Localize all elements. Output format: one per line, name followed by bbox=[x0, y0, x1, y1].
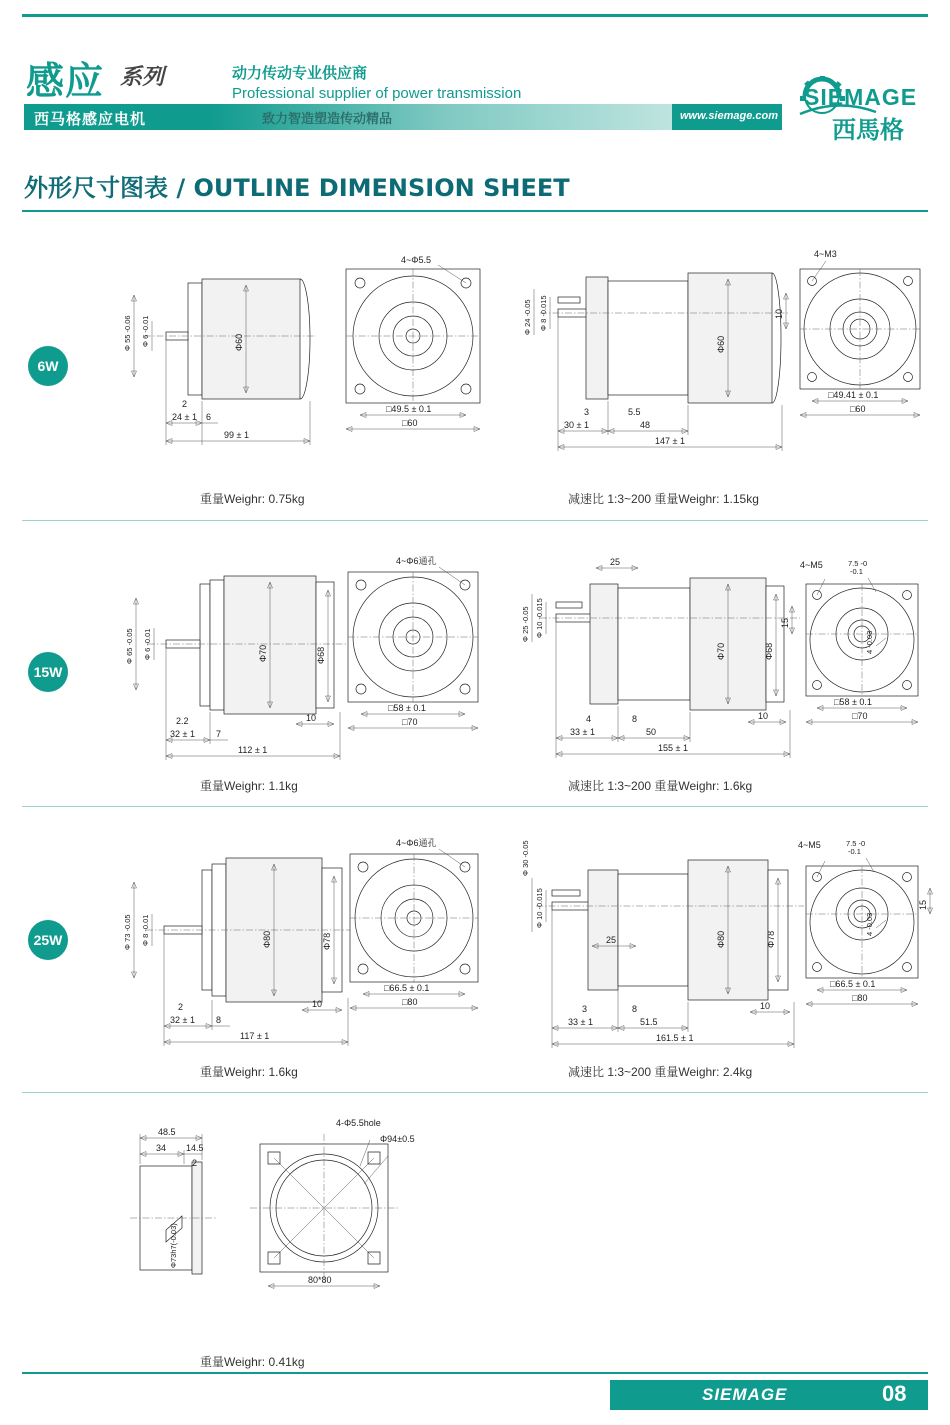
badge-6w: 6W bbox=[28, 346, 68, 386]
svg-text:□70: □70 bbox=[852, 711, 868, 721]
svg-text:112 ± 1: 112 ± 1 bbox=[238, 745, 268, 755]
svg-text:□80: □80 bbox=[852, 993, 868, 1003]
svg-text:4-Φ5.5hole: 4-Φ5.5hole bbox=[336, 1118, 381, 1128]
svg-text:10: 10 bbox=[312, 999, 323, 1009]
page-number: 08 bbox=[882, 1381, 907, 1406]
logo-wordmark-cn: 西馬格 bbox=[832, 116, 904, 144]
drawing-6w-gearmotor bbox=[500, 249, 930, 465]
svg-text:3: 3 bbox=[584, 407, 590, 417]
page-title-cn: 外形尺寸图表 / bbox=[24, 174, 186, 202]
svg-text:Φ94±0.5: Φ94±0.5 bbox=[380, 1134, 415, 1144]
svg-text:Φ 65 -0.05: Φ 65 -0.05 bbox=[125, 628, 134, 664]
svg-text:4 -0.03: 4 -0.03 bbox=[865, 912, 874, 936]
svg-text:10: 10 bbox=[758, 711, 769, 721]
svg-text:Φ60: Φ60 bbox=[234, 333, 244, 351]
svg-text:4~Φ6通孔: 4~Φ6通孔 bbox=[396, 838, 437, 848]
weight-15w-motor: 重量Weighr: 1.1kg bbox=[200, 779, 298, 793]
footer-logo: SIEMAGE bbox=[702, 1385, 788, 1404]
svg-text:7.5 -0: 7.5 -0 bbox=[846, 839, 866, 848]
svg-text:4 -0.03: 4 -0.03 bbox=[865, 630, 874, 654]
svg-text:Φ60: Φ60 bbox=[716, 335, 726, 353]
svg-text:□70: □70 bbox=[402, 717, 418, 727]
drawing-15w-motor bbox=[96, 556, 476, 772]
svg-text:Φ70: Φ70 bbox=[716, 642, 726, 660]
drawing-15w-gearmotor bbox=[500, 557, 930, 772]
svg-text:Φ 10 -0.015: Φ 10 -0.015 bbox=[535, 888, 544, 928]
svg-text:Φ 24 -0.05: Φ 24 -0.05 bbox=[523, 299, 532, 335]
svg-text:3: 3 bbox=[582, 1004, 588, 1014]
section-divider-2 bbox=[22, 806, 928, 807]
svg-text:14.5: 14.5 bbox=[186, 1143, 204, 1153]
svg-text:25: 25 bbox=[606, 935, 617, 945]
svg-text:2: 2 bbox=[192, 1158, 198, 1168]
svg-text:99 ± 1: 99 ± 1 bbox=[224, 430, 249, 440]
svg-text:147 ± 1: 147 ± 1 bbox=[655, 436, 685, 446]
svg-text:48.5: 48.5 bbox=[158, 1127, 176, 1137]
svg-text:4: 4 bbox=[586, 714, 592, 724]
svg-text:Φ 73 -0.05: Φ 73 -0.05 bbox=[123, 914, 132, 950]
section-divider-1 bbox=[22, 520, 928, 521]
svg-text:10: 10 bbox=[760, 1001, 771, 1011]
svg-text:Φ68: Φ68 bbox=[316, 646, 326, 664]
drawing-25w-gearmotor bbox=[500, 840, 930, 1052]
svg-text:Φ80: Φ80 bbox=[262, 930, 272, 948]
svg-text:50: 50 bbox=[646, 727, 657, 737]
brand-subtitle-bar bbox=[24, 104, 210, 130]
svg-text:Φ78: Φ78 bbox=[766, 930, 776, 948]
svg-text:51.5: 51.5 bbox=[640, 1017, 658, 1027]
section-divider-3 bbox=[22, 1092, 928, 1093]
svg-text:8: 8 bbox=[216, 1015, 222, 1025]
page-title bbox=[24, 168, 570, 203]
svg-text:Φ 8 -0.015: Φ 8 -0.015 bbox=[539, 295, 548, 331]
svg-text:34: 34 bbox=[156, 1143, 167, 1153]
website-text: www.siemage.com bbox=[680, 110, 779, 122]
svg-text:15: 15 bbox=[918, 899, 928, 910]
slogan-cn: 动力传动专业供应商 bbox=[232, 65, 368, 82]
svg-text:8: 8 bbox=[632, 714, 638, 724]
page-title-en: OUTLINE DIMENSION SHEET bbox=[193, 174, 570, 202]
svg-text:□58 ± 0.1: □58 ± 0.1 bbox=[388, 703, 426, 713]
svg-text:□80: □80 bbox=[402, 997, 418, 1007]
svg-text:32 ± 1: 32 ± 1 bbox=[170, 729, 195, 739]
svg-text:4~M5: 4~M5 bbox=[798, 840, 821, 850]
weight-cover-accessory: 重量Weighr: 0.41kg bbox=[200, 1355, 305, 1369]
svg-text:Φ80: Φ80 bbox=[716, 930, 726, 948]
svg-text:Φ68: Φ68 bbox=[764, 642, 774, 660]
svg-text:Φ 6 -0.01: Φ 6 -0.01 bbox=[141, 315, 150, 347]
weight-6w-gearmotor: 减速比 1:3~200 重量Weighr: 1.15kg bbox=[568, 492, 759, 506]
svg-text:□58 ± 0.1: □58 ± 0.1 bbox=[834, 697, 872, 707]
svg-text:80*80: 80*80 bbox=[308, 1275, 332, 1285]
svg-text:24 ± 1: 24 ± 1 bbox=[172, 412, 197, 422]
svg-text:□66.5 ± 0.1: □66.5 ± 0.1 bbox=[384, 983, 430, 993]
svg-text:32 ± 1: 32 ± 1 bbox=[170, 1015, 195, 1025]
svg-text:-0.1: -0.1 bbox=[848, 847, 861, 856]
badge-25w: 25W bbox=[28, 920, 68, 960]
logo-wordmark: SIEMAGE bbox=[804, 84, 918, 110]
svg-text:Φ 55 -0.06: Φ 55 -0.06 bbox=[123, 315, 132, 351]
footer-divider bbox=[22, 1372, 928, 1374]
svg-text:161.5 ± 1: 161.5 ± 1 bbox=[656, 1033, 694, 1043]
svg-text:7: 7 bbox=[216, 729, 222, 739]
svg-text:4~Φ5.5: 4~Φ5.5 bbox=[401, 255, 431, 265]
svg-text:15: 15 bbox=[780, 617, 790, 628]
brand-subtitle-text: 西马格感应电机 bbox=[34, 111, 147, 128]
brand-title-cn: 感应 bbox=[26, 59, 105, 103]
svg-text:□49.5 ± 0.1: □49.5 ± 0.1 bbox=[386, 404, 432, 414]
drawing-cover-accessory bbox=[96, 1120, 476, 1300]
company-logo bbox=[780, 70, 930, 148]
svg-text:155 ± 1: 155 ± 1 bbox=[658, 743, 688, 753]
svg-text:5.5: 5.5 bbox=[628, 407, 641, 417]
svg-text:2: 2 bbox=[182, 399, 188, 409]
svg-text:30 ± 1: 30 ± 1 bbox=[564, 420, 589, 430]
drawing-6w-motor bbox=[96, 255, 476, 465]
svg-text:25: 25 bbox=[610, 557, 621, 567]
svg-text:2.2: 2.2 bbox=[176, 716, 189, 726]
svg-text:33 ± 1: 33 ± 1 bbox=[570, 727, 595, 737]
brand-series-label: 系列 bbox=[120, 64, 165, 89]
svg-text:4~M5: 4~M5 bbox=[800, 560, 823, 570]
svg-text:6: 6 bbox=[206, 412, 212, 422]
top-divider bbox=[22, 14, 928, 17]
svg-text:Φ 10 -0.015: Φ 10 -0.015 bbox=[535, 598, 544, 638]
slogan-en: Professional supplier of power transmission bbox=[232, 85, 522, 102]
svg-text:Φ 25 -0.05: Φ 25 -0.05 bbox=[521, 606, 530, 642]
svg-text:□60: □60 bbox=[402, 418, 418, 428]
svg-text:10: 10 bbox=[306, 713, 317, 723]
svg-text:Φ78: Φ78 bbox=[322, 932, 332, 950]
svg-text:2: 2 bbox=[178, 1002, 184, 1012]
weight-25w-motor: 重量Weighr: 1.6kg bbox=[200, 1065, 298, 1079]
svg-text:Φ 6 -0.01: Φ 6 -0.01 bbox=[143, 628, 152, 660]
svg-text:33 ± 1: 33 ± 1 bbox=[568, 1017, 593, 1027]
svg-text:□66.5 ± 0.1: □66.5 ± 0.1 bbox=[830, 979, 876, 989]
weight-25w-gearmotor: 减速比 1:3~200 重量Weighr: 2.4kg bbox=[568, 1065, 753, 1079]
svg-text:□60: □60 bbox=[850, 404, 866, 414]
header-sub-cn: 致力智造塑造传动精品 bbox=[262, 111, 393, 126]
svg-text:Φ70: Φ70 bbox=[258, 644, 268, 662]
svg-text:Φ73h7(-0.03): Φ73h7(-0.03) bbox=[169, 1223, 178, 1268]
weight-6w-motor: 重量Weighr: 0.75kg bbox=[200, 492, 305, 506]
title-divider bbox=[22, 210, 928, 212]
svg-text:Φ 30 -0.05: Φ 30 -0.05 bbox=[521, 840, 530, 876]
svg-text:10: 10 bbox=[774, 308, 784, 319]
svg-text:117 ± 1: 117 ± 1 bbox=[240, 1031, 270, 1041]
badge-15w: 15W bbox=[28, 652, 68, 692]
website-chip[interactable] bbox=[672, 104, 782, 130]
svg-text:4~Φ6通孔: 4~Φ6通孔 bbox=[396, 556, 437, 566]
svg-text:Φ 8 -0.01: Φ 8 -0.01 bbox=[141, 914, 150, 946]
svg-text:4~M3: 4~M3 bbox=[814, 249, 837, 259]
page-header bbox=[0, 30, 950, 144]
svg-text:48: 48 bbox=[640, 420, 651, 430]
svg-text:-0.1: -0.1 bbox=[850, 567, 863, 576]
drawing-25w-motor bbox=[96, 840, 476, 1052]
svg-text:8: 8 bbox=[632, 1004, 638, 1014]
svg-text:7.5 -0: 7.5 -0 bbox=[848, 559, 868, 568]
weight-15w-gearmotor: 减速比 1:3~200 重量Weighr: 1.6kg bbox=[568, 779, 753, 793]
svg-text:□49.41 ± 0.1: □49.41 ± 0.1 bbox=[828, 390, 879, 400]
